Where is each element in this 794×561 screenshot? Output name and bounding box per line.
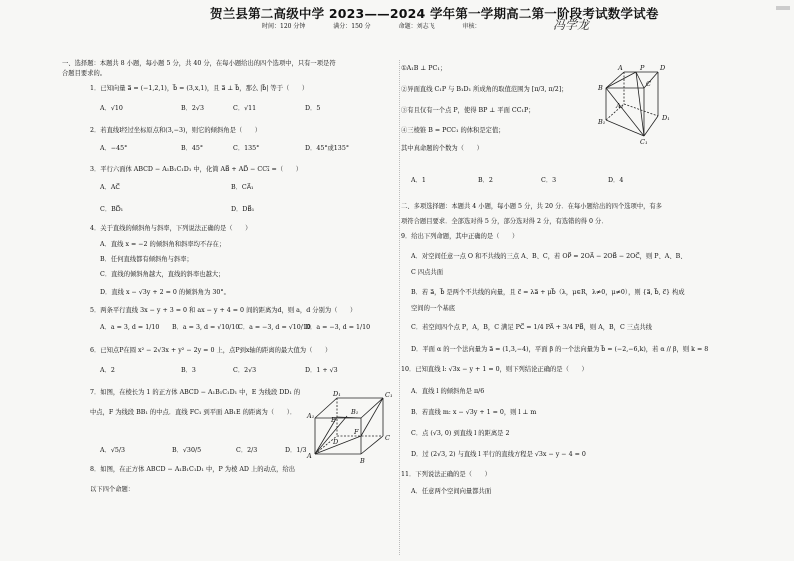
q1-opt-c: C．√11 (233, 105, 257, 112)
q6-opt-a: A．2 (100, 367, 115, 374)
q8-prop-1: ①A₁B ⊥ PC₁； (401, 65, 447, 72)
q10-stem: 10．已知直线 l: √3x − y + 1 = 0，则下列结论正确的是（ ） (401, 366, 588, 373)
q4-opt-c: C．直线的倾斜角越大，直线的斜率也越大； (100, 271, 225, 278)
q5-opt-d: D．a = −3, d = 1/10 (305, 324, 371, 331)
exam-meta (262, 21, 507, 30)
q8-opt-a: A．1 (411, 177, 426, 184)
label-d: D (333, 438, 339, 446)
q7-opt-a: A．√5/3 (100, 447, 125, 454)
q8-stem-line2: 以下四个命题： (90, 486, 135, 493)
q9-opt-b-cont: 空间的一个基底 (411, 305, 456, 312)
label-c: C (646, 80, 651, 88)
cube-figure-q8-labels (596, 62, 686, 148)
q10-opt-d: D．过 (2√3, 2) 与直线 l 平行的直线方程是 √3x − y − 4 = 0 (411, 451, 586, 458)
q9-opt-a-cont: C 四点共面 (411, 269, 444, 276)
q7-opt-d: D．1/3 (285, 447, 307, 454)
q3-opt-c: C．BD⃗₁ (100, 206, 124, 213)
q1-opt-a: A．√10 (100, 105, 123, 112)
label-a1: A₁ (616, 102, 624, 110)
cube-figure-q7-labels (305, 388, 397, 468)
q6-stem: 6．已知点P在圆 x² − 2√3x + y² − 2y = 0 上，点P到x轴的距离的最大值为（ ） (90, 347, 332, 354)
q4-stem: 4．关于直线的倾斜角与斜率，下列说法正确的是（ ） (90, 225, 252, 232)
q7-opt-c: C．2/3 (236, 447, 258, 454)
q2-opt-b: B．45° (181, 145, 204, 152)
q1-opt-d: D．5 (305, 105, 321, 112)
q10-opt-b: B．若直线 m: x − √3y + 1 = 0，则 l ⊥ m (411, 409, 537, 416)
label-e: E (331, 416, 336, 424)
q5-opt-c: C．a = −3, d = √10/10 (238, 324, 311, 331)
q8-prop-2: ②异面直线 C₁P 与 B₁D₁ 所成角的取值范围为 [π/3, π/2]； (401, 86, 568, 93)
label-d: D (660, 64, 666, 72)
q7-opt-b: B．√30/5 (172, 447, 202, 454)
label-d1: D₁ (662, 114, 670, 122)
q5-stem: 5．两条平行直线 3x − y + 3 = 0 和 ax − y + 4 = 0 间的距离为d，则 a，d 分别为（ ） (90, 307, 357, 314)
label-b1: B₁ (598, 118, 606, 126)
label-d1: D₁ (333, 390, 341, 398)
label-a: A (618, 64, 623, 72)
q11-stem: 11．下列说法正确的是（ ） (401, 471, 491, 478)
q3-stem: 3．平行六面体 ABCD − A₁B₁C₁D₁ 中，化简 AB⃗ + AD⃗ − CC₁⃗ =（ ） (90, 166, 303, 173)
exam-reviewer: 审核： (462, 23, 481, 30)
q6-opt-d: D．1 + √3 (305, 367, 338, 374)
section2-line1: 二、多项选择题：本题共 4 小题，每小题 5 分，共 20 分．在每小题给出的四个选项中，有多 (401, 203, 663, 210)
q9-opt-c: C．若空间四个点 P，A，B，C 满足 PC⃗ = 1/4 PA⃗ + 3/4 PB⃗，则 A，B，C 三点共线 (411, 324, 652, 331)
q10-opt-c: C．点 (√3, 0) 到直线 l 的距离是 2 (411, 430, 510, 437)
q9-stem: 9．给出下列命题，其中正确的是（ ） (401, 233, 519, 240)
q8-opt-c: C．3 (541, 177, 557, 184)
q8-stem-line1: 8．如图，在正方体 ABCD − A₁B₁C₁D₁ 中，P 为棱 AD 上的动点，给出 (90, 466, 296, 473)
label-f: F (354, 428, 359, 436)
q8-opt-b: B．2 (478, 177, 493, 184)
q8-opt-d: D．4 (608, 177, 624, 184)
section1-line2: 合题目要求的。 (62, 70, 107, 77)
column-divider (399, 60, 400, 555)
q4-opt-d: D．直线 x − √3y + 2 = 0 的倾斜角为 30°。 (100, 289, 230, 296)
label-b: B (598, 84, 603, 92)
q1-opt-b: B．2√3 (181, 105, 204, 112)
q2-opt-d: D．45°或135° (305, 145, 349, 152)
reviewer-signature: 冯学龙 (553, 18, 590, 32)
label-a1: A₁ (307, 412, 315, 420)
label-p: P (640, 64, 645, 72)
q9-opt-b: B．若 a⃗，b⃗ 是两个不共线的向量，且 c⃗ = λa⃗ + μb⃗（λ，μ∈R，λ≠0，μ≠0），则 {a⃗, b⃗, c⃗} 构成 (411, 289, 685, 296)
label-a: A (307, 452, 312, 460)
q11-opt-a: A．任意两个空间向量都共面 (411, 488, 492, 495)
q9-opt-d: D．平面 α 的一个法向量为 a⃗ = (1,3,−4)，平面 β 的一个法向量为 b⃗ = (−2,−6,k)，若 α // β，则 k = 8 (411, 346, 709, 353)
exam-time: 时间：120 分钟 (262, 23, 306, 30)
q3-opt-a: A．AC⃗ (100, 184, 120, 191)
section2-line2: 项符合题目要求．全部选对得 5 分，部分选对得 2 分，有选错的得 0 分． (401, 218, 608, 225)
exam-score: 满分：150 分 (333, 23, 371, 30)
q8-question: 其中真命题的个数为（ ） (401, 145, 483, 152)
label-b1: B₁ (351, 408, 359, 416)
q5-opt-b: B．a = 3, d = √10/10 (172, 324, 240, 331)
q3-opt-b: B．CA⃗₁ (231, 184, 254, 191)
q5-opt-a: A．a = 3, d = 1/10 (100, 324, 160, 331)
q6-opt-b: B．3 (181, 367, 196, 374)
q3-opt-d: D．DB⃗₁ (231, 206, 255, 213)
label-c1: C₁ (385, 391, 393, 399)
q7-stem-line2: 中点，F 为线段 BB₁ 的中点．直线 FC₁ 到平面 AB₁E 的距离为（ ）． (90, 409, 297, 416)
exam-author: 命题：刘志飞 (398, 23, 435, 30)
section1-line1: 一、选择题：本题共 8 小题，每小题 5 分，共 40 分，在每小题给出的四个选项中，只有一项是符 (62, 60, 336, 67)
scan-mark (776, 6, 790, 10)
q1-stem: 1．已知向量 a⃗ = (−1,2,1)，b⃗ = (3,x,1)，且 a⃗ ⊥ b⃗，那么 |b⃗| 等于（ ） (90, 85, 309, 92)
q10-opt-a: A．直线 l 的倾斜角是 π/6 (411, 388, 485, 395)
q2-stem: 2．若直线l经过坐标原点和(3,−3)，则它的倾斜角是（ ） (90, 127, 262, 134)
label-b: B (360, 457, 365, 465)
q2-opt-c: C．135° (233, 145, 260, 152)
q4-opt-b: B．任何直线都有倾斜角与斜率； (100, 256, 193, 263)
q7-stem-line1: 7．如图，在棱长为 1 的正方体 ABCD − A₁B₁C₁D₁ 中，E 为线段 DD₁ 的 (90, 389, 301, 396)
exam-title: 贺兰县第二高级中学 2023——2024 学年第一学期高二第一阶段考试数学试卷 (210, 6, 659, 21)
label-c: C (385, 434, 390, 442)
q8-prop-4: ④三棱锥 B = PCC₁ 的体积是定值； (401, 127, 505, 134)
label-c1: C₁ (640, 138, 648, 146)
q2-opt-a: A．−45° (100, 145, 128, 152)
q8-prop-3: ③有且仅有一个点 P，使得 BP ⊥ 平面 CC₁P； (401, 107, 535, 114)
q6-opt-c: C．2√3 (233, 367, 257, 374)
q9-opt-a: A．对空间任意一点 O 和不共线的三点 A、B、C，若 OP⃗ = 2OA⃗ − 2OB⃗ − 2OC⃗，则 P、A、B、 (411, 253, 687, 260)
q4-opt-a: A．直线 x = −2 的倾斜角和斜率均不存在； (100, 241, 226, 248)
